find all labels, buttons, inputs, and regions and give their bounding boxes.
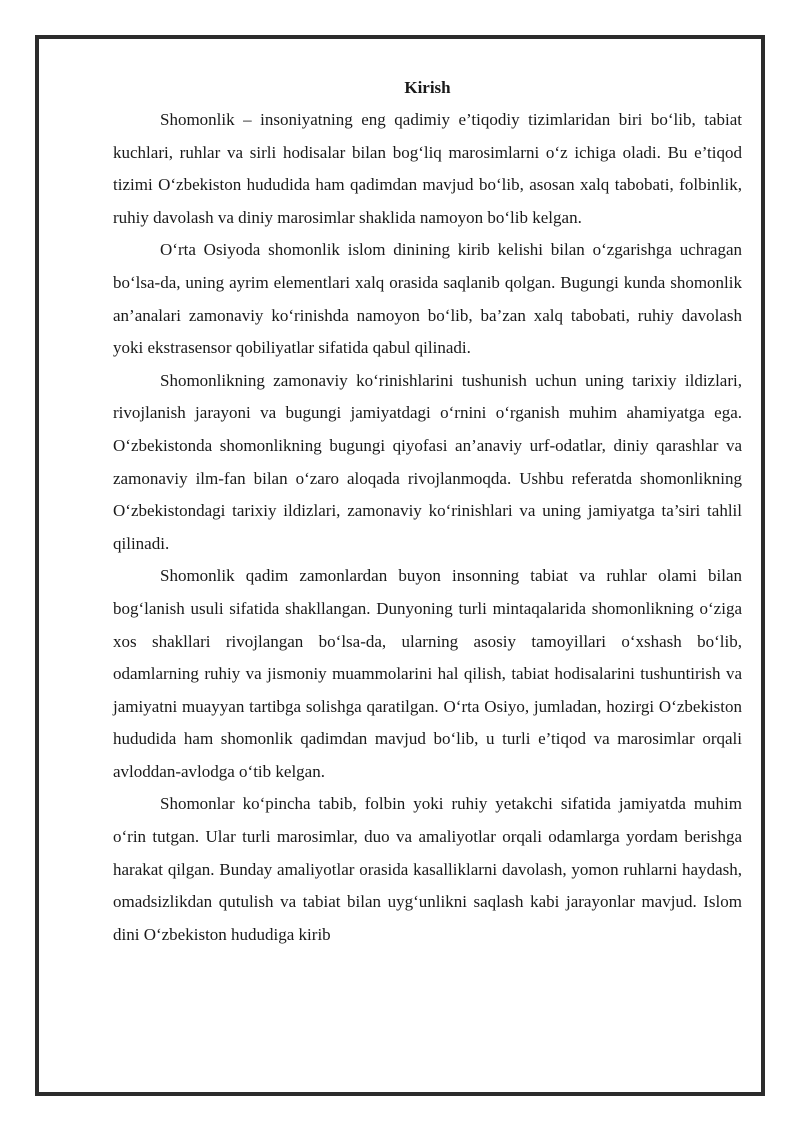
paragraph-5: Shomonlar ko‘pincha tabib, folbin yoki ruhiy yetakchi sifatida jamiyatda muhim o‘rin tutgan. Ular turli marosimlar, duo va amaliyotlar orqali odamlarga yordam berishga harakat qilgan. Bunday amaliyotlar orasida kasalliklarni davolash, yomon ruhlarni haydash, omadsizlikdan qutulish va tabiat bilan uyg‘unlikni saqlash kabi jarayonlar mavjud. Islom dini O‘zbekiston hududiga kirib xyxy=(113,794,742,944)
document-title: Kirish xyxy=(404,78,451,97)
document-body xyxy=(113,72,742,951)
paragraph-4: Shomonlik qadim zamonlardan buyon insonning tabiat va ruhlar olami bilan bog‘lanish usuli sifatida shakllangan. Dunyoning turli mintaqalarida shomonlikning o‘ziga xos shakllari rivojlangan bo‘lsa-da, ularning asosiy tamoyillari o‘xshash bo‘lib, odamlarning ruhiy va jismoniy muammolarini hal qilish, tabiat hodisalarini tushuntirish va jamiyatni muayyan tartibga solishga qaratilgan. O‘rta Osiyo, jumladan, hozirgi O‘zbekiston hududida ham shomonlik qadimdan mavjud bo‘lib, u turli e’tiqod va marosimlar orqali avloddan-avlodga o‘tib kelgan. xyxy=(113,566,742,781)
paragraph-3: Shomonlikning zamonaviy ko‘rinishlarini tushunish uchun uning tarixiy ildizlari, rivojlanish jarayoni va bugungi jamiyatdagi o‘rnini o‘rganish muhim ahamiyatga ega. O‘zbekistonda shomonlikning bugungi qiyofasi an’anaviy urf-odatlar, diniy qarashlar va zamonaviy ilm-fan bilan o‘zaro aloqada rivojlanmoqda. Ushbu referatda shomonlikning O‘zbekistondagi tarixiy ildizlari, zamonaviy ko‘rinishlari va uning jamiyatga ta’siri tahlil qilinadi. xyxy=(113,370,742,553)
paragraph-1: Shomonlik – insoniyatning eng qadimiy e’tiqodiy tizimlaridan biri bo‘lib, tabiat kuchlari, ruhlar va sirli hodisalar bilan bog‘liq marosimlarni o‘z ichiga oladi. Bu e’tiqod tizimi O‘zbekiston hududida ham qadimdan mavjud bo‘lib, asosan xalq tabobati, folbinlik, ruhiy davolash va diniy marosimlar shaklida namoyon bo‘lib kelgan. xyxy=(113,110,742,227)
paragraph-2: O‘rta Osiyoda shomonlik islom dinining kirib kelishi bilan o‘zgarishga uchragan bo‘lsa-da, uning ayrim elementlari xalq orasida saqlanib qolgan. Bugungi kunda shomonlik an’analari zamonaviy ko‘rinishda namoyon bo‘lib, ba’zan xalq tabobati, ruhiy davolash yoki ekstrasensor qobiliyatlar sifatida qabul qilinadi. xyxy=(113,240,742,358)
